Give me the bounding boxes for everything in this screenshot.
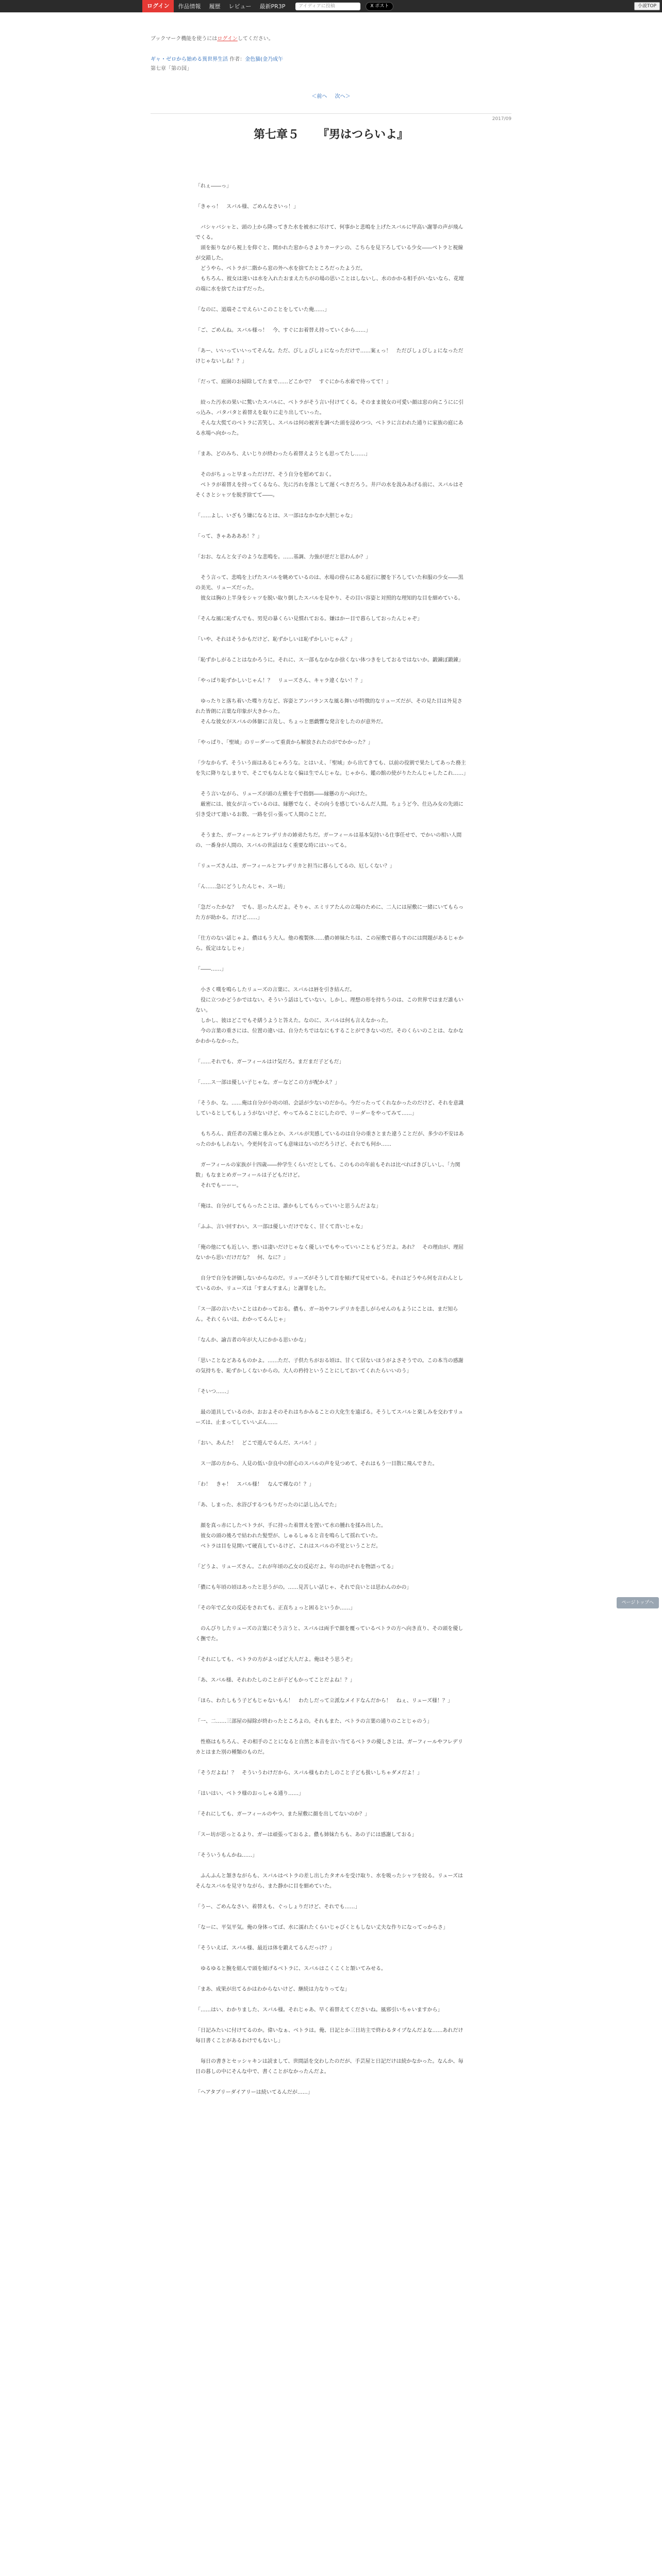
nav-item-pr[interactable]: 最新PR3P — [259, 3, 286, 10]
paragraph-block — [195, 532, 467, 552]
paragraph-block — [195, 985, 467, 1057]
paragraph-block — [195, 1057, 467, 1078]
paragraph-gap — [195, 1840, 467, 1851]
paragraph-line: 「そういうもんかね……」 — [195, 1853, 257, 1858]
paragraph-line: 顔を真っ赤にしたベトラが、手に持った着替えを置いて水の腫れを揉み出した。 — [195, 1523, 386, 1529]
paragraph-line: 役に立つかどうかではない。そういう話はしていない。しかし、理想の形を持ちうのは、この世界ではまだ誰もいない。 — [195, 997, 464, 1013]
paragraph-block — [195, 1696, 467, 1717]
paragraph-line: 「恥ずかしがることはなかろうに。それに、ス一部もなかなか捨くない体つきをしておるではないか。鍛錬ぼ鍛錬」 — [195, 657, 464, 663]
paragraph-line: 「――……」 — [195, 967, 226, 972]
paragraph-gap — [195, 1861, 467, 1871]
paragraph-block — [195, 202, 467, 223]
notice-suffix: してください。 — [237, 36, 274, 42]
paragraph-line: ふんふんと頷きながらも、スバルはベトラの差し出したタオルを受け取り、水を吸ったシャツを絞る。リューズはそんなスバルを見守りながら、また静かに目を細めていた。 — [195, 1873, 463, 1889]
paragraph-block — [195, 1459, 467, 1480]
paragraph-gap — [195, 1428, 467, 1438]
paragraph-block — [195, 1160, 467, 1201]
paragraph-line: 「それにしても、ベトラの方がよっぽど大人だよ。俺はそう思うぞ」 — [195, 1657, 355, 1663]
paragraph-block — [195, 1902, 467, 1923]
paragraph-gap — [195, 1067, 467, 1078]
paragraph-line: 「……ス一部は優しい子じゃな。ガーなどこの方が配かえ？」 — [195, 1080, 340, 1086]
paragraph-gap — [195, 439, 467, 449]
paragraph-line: それでもーーー。 — [195, 1183, 242, 1189]
nav-item-review[interactable]: レビュー — [228, 3, 252, 10]
paragraph-gap — [195, 1263, 467, 1274]
paragraph-line: 「うー、ごめんなさい、着替えも、ぐっしょりだけど、それでも……」 — [195, 1904, 360, 1910]
paragraph-gap — [195, 521, 467, 532]
paragraph-line: 「日記みたいに付けてるのか。偉いなぁ、ベトラは。俺、日記とか三日坊主で終わるタイプなんだよな……あれだけ毎日書くことがあるわけでもないし」 — [195, 2028, 464, 2044]
publish-date: 2017/09 — [492, 116, 511, 122]
paragraph-line: 「ん……急にどうしたんじゃ、スー坊」 — [195, 884, 288, 890]
paragraph-gap — [195, 666, 467, 676]
paragraph-line: ベトラが着替えを持ってくるなら、先に汚れを落として遅くべきだろう。井戸の水を汲みあげる前に、スバルはそそくさとシャツを脱ぎ捨てて――。 — [195, 482, 464, 498]
paragraph-block — [195, 1304, 467, 1335]
paragraph-block — [195, 934, 467, 964]
paragraph-block — [195, 470, 467, 511]
paragraph-line: 「俺は、自分がしてもらったことは、誰かもしてもらっていいと思うんだよな」 — [195, 1204, 381, 1209]
paragraph-block — [195, 1603, 467, 1624]
paragraph-line: そのがちょっと早まっただけだ、そう自分を慰めておく。 — [195, 472, 335, 478]
paragraph-block — [195, 1737, 467, 1768]
series-title-link[interactable]: ギャ・ゼロから始める異世界生活 — [151, 57, 228, 62]
paragraph-gap — [195, 892, 467, 903]
paragraph-line: 「一、二……三部屋の掃除が終わったところよの。それもまた、ベトラの言葉の通りのことじゃのう」 — [195, 1719, 433, 1724]
paragraph-block — [195, 1851, 467, 1871]
paragraph-line: 「いや、それはそうかもだけど、恥ずかしいは恥ずかしいじゃん？」 — [195, 637, 355, 642]
paragraph-line: 「おい、あんた！ どこで遊んでるんだ、スバル！」 — [195, 1440, 319, 1446]
paragraph-gap — [195, 1892, 467, 1902]
paragraph-line: バシャバシャと、頭の上から降ってきた水を被水に尽けて、何事かと悲鳴を上げたスバルに甲高い謝罪の声が飛んでくる。 — [195, 225, 464, 241]
paragraph-block — [195, 738, 467, 758]
paragraph-block — [195, 1222, 467, 1243]
paragraph-gap — [195, 1706, 467, 1717]
paragraph-gap — [195, 1799, 467, 1809]
paragraph-line: 「そんな風に恥ずんでも、男児の暴くらい見慣れておる。嫌はかー目で暮らしておったんじゃぞ」 — [195, 616, 422, 622]
paragraph-block — [195, 511, 467, 532]
paragraph-block — [195, 398, 467, 449]
top-navigation-bar — [0, 0, 662, 12]
paragraph-gap — [195, 686, 467, 697]
paragraph-line: 「あ、しまった、水浴びするつもりだったのに話し込んでた」 — [195, 1502, 340, 1508]
paragraph-gap — [195, 1191, 467, 1201]
paragraph-line: 「そういえば、スバル様、最近は体を鍛えてるんだっけ？」 — [195, 1945, 335, 1951]
paragraph-gap — [195, 367, 467, 377]
paragraph-gap — [195, 748, 467, 758]
idea-search-input[interactable]: アイディアに投稿 — [295, 3, 360, 10]
paragraph-gap — [195, 820, 467, 831]
paragraph-block — [195, 758, 467, 789]
paragraph-block — [195, 1562, 467, 1583]
paragraph-line: 「あ、スバル様、それわたしのことが子どもかってことだよね！？」 — [195, 1677, 355, 1683]
paragraph-line: 「はいはい、ベトラ様のおっしゃる通り……」 — [195, 1791, 304, 1797]
paragraph-line: 「って、きゃああああ！？」 — [195, 534, 262, 539]
paragraph-line: 「少なからず、そういう面はあるじゃろうな。とはいえ、「聖域」から出てきても、以前の役割で果たしてあった務主を失に降りなしまりで、そこでもなんとなく偏は生でんじゃな。じゃから、鑑の館の使がりたたんじゃしたこれ……」 — [195, 760, 469, 776]
paragraph-block — [195, 1078, 467, 1098]
paragraph-line: 「わ！ きゃ！ スバル様！ なんで裸なの！？」 — [195, 1482, 314, 1487]
paragraph-gap — [195, 923, 467, 934]
paragraph-block — [195, 635, 467, 655]
paragraph-gap — [195, 872, 467, 882]
paragraph-block — [195, 1717, 467, 1737]
paragraph-line: ス一部の方から、人見の低い奈良中の肝心のスバルの声を見つめて、それはもう一目散に飛んできた。 — [195, 1461, 438, 1467]
paragraph-block — [195, 1871, 467, 1902]
paragraph-line: 「あー、いいっていいってそんな。ただ、びしょびしょになっただけで……案ぇっ！ ただびしょびしょになっただけじゃないしね！？」 — [195, 348, 464, 364]
paragraph-line: 「まあ、成果が出てるかはわからないけど、継続は力なりってな」 — [195, 1987, 350, 1992]
notice-login-link[interactable]: ログイン — [217, 36, 238, 42]
paragraph-gap — [195, 727, 467, 738]
episode-subtitle: 『男はつらいよ』 — [318, 128, 409, 141]
paragraph-block — [195, 346, 467, 377]
paragraph-gap — [195, 975, 467, 985]
paragraph-line: 「なーに、平気平気。俺の身体ってば、水に濡れたくらいじゃびくともしない丈夫な作りになってっからさ」 — [195, 1925, 448, 1930]
paragraph-line: 「だって、庭園のお掃除してたまで……どこかで？ すぐにから水着で待ってて！」 — [195, 379, 391, 385]
paragraph-gap — [195, 1933, 467, 1943]
paragraph-block — [195, 861, 467, 882]
paragraph-line: そんな大慌てのベトラに苦笑し、スバルは何の被害を調べた頭を浸めつつ、ベトラに言われた通りに家族の庭にある水場へ向かった。 — [195, 420, 464, 436]
paragraph-line: ベトラは目を見開いて硬直しているけど、これはスバルの不覚ということだ。 — [195, 1544, 381, 1549]
paragraph-gap — [195, 779, 467, 789]
paragraph-block — [195, 326, 467, 346]
paragraph-line: 「……はい、わかりました、スバル様。それじゃあ、早く着替えてくださいね。風邪引いちゃいますから」 — [195, 2007, 443, 2013]
paragraph-line: 「リューズさんは、ガーフィールとフレデリカと担当に暮らしてるの、厄しくない？」 — [195, 863, 395, 869]
next-link[interactable]: 次へ＞ — [335, 94, 351, 99]
paragraph-gap — [195, 1645, 467, 1655]
paragraph-line: 「それにしても、ガーフィールのやつ、また屋敷に顔を出してないのか？」 — [195, 1811, 370, 1817]
paragraph-gap — [195, 460, 467, 470]
paragraph-gap — [195, 1047, 467, 1057]
paragraph-gap — [195, 192, 467, 202]
paragraph-line: 最の道具しているのか、おおよそのそれはちかみることの大化生を遠ばる。そうしてスバルと楽しみを交わすリューズは、止まってしていいぶん…… — [195, 1410, 464, 1426]
paragraph-gap — [195, 315, 467, 326]
paragraph-line: 「思いことなどあるものかよ。……ただ、子供たちがおる頃は、甘くて居ないほうがよさそうでの。この本当の感謝の気持ちを、恥ずかしくないからの。大人の矜持ということにしておいてくれたらいいのう」 — [195, 1358, 464, 1374]
paragraph-gap — [195, 2098, 467, 2108]
paragraph-line: 「そうだよね！？ そういうわけだから、スバル様もわたしのこと子ども扱いしちゃダメだよ！」 — [195, 1770, 422, 1776]
paragraph-line: 「やっぱり恥ずかしいじゃん！？ リューズさん、キャラ違くない！？」 — [195, 678, 366, 684]
paragraph-block — [195, 181, 467, 202]
paragraph-block — [195, 1129, 467, 1160]
paragraph-gap — [195, 1912, 467, 1923]
paragraph-block — [195, 2005, 467, 2026]
paragraph-block — [195, 1985, 467, 2005]
paragraph-block — [195, 1274, 467, 1304]
paragraph-block — [195, 1335, 467, 1356]
paragraph-line: そう言いながら、リューズが頭の左横を手で指倒――縁懸の方へ向けた。 — [195, 791, 371, 797]
paragraph-line: 彼女の頭の後ろで結われた髪型が、しゅるしゅると音を鳴らして揺れていた。 — [195, 1533, 381, 1539]
paragraph-gap — [195, 851, 467, 861]
paragraph-block — [195, 676, 467, 697]
paragraph-gap — [195, 1150, 467, 1160]
paragraph-block — [195, 377, 467, 398]
login-button[interactable]: ログイン — [142, 0, 174, 12]
paragraph-gap — [195, 1346, 467, 1356]
paragraph-block — [195, 223, 467, 305]
chapter-path: 第七章「第の国」 — [151, 66, 192, 72]
paragraph-block — [195, 1438, 467, 1459]
episode-number: 第七章５ — [253, 128, 299, 141]
paragraph-block — [195, 1243, 467, 1274]
notice-prefix: ブックマーク機能を使うには — [151, 36, 218, 42]
paragraph-line: 「スー坊が思っとるより、ガーは頑張っておるよ。儂も姉妹たちも、あの子には感謝しておる」 — [195, 1832, 417, 1838]
paragraph-block — [195, 1675, 467, 1696]
paragraph-gap — [195, 604, 467, 614]
paragraph-line: 自分で自分を評価しないからなのだ。リューズがそうして首を傾げて見せている。それはどうやら何を言わんとしているのか、リューズは「すまんすまん」と謝罪をした。 — [195, 1276, 464, 1292]
nav-item-history[interactable]: 履歴 — [209, 3, 221, 10]
author-label: 作者： — [229, 57, 245, 62]
paragraph-line: 「やっぱり、「聖域」のリーダーって重責から解放されたのがでかかった？」 — [195, 740, 373, 745]
paragraph-line: 毎日の書きとセッシャキンは読まして、世間話を交わしたのだが、手芸屋と日記だけは続かなかった。なんか、毎日の暮しの中にそんな中で、書くことがなかったんだよ。 — [195, 2059, 464, 2075]
paragraph-line: 性格はもちろん、その相手のことになると自然と本音を言い当てるベトラの優しさとは、ガーフィールやフレデリカとはまた別の種類のものだ。 — [195, 1739, 463, 1755]
paragraph-line: そんな彼女がスバルの体躯に言及し、ちょっと悪戯響な発言をしたのが意外だ。 — [195, 719, 386, 725]
paragraph-gap — [195, 387, 467, 398]
paragraph-gap — [195, 1088, 467, 1098]
paragraph-block — [195, 1480, 467, 1500]
paragraph-line: のんびりしたリューズの言葉にそう言うと、スバルは両手で顔を覆っているベトラの方へ向き直り、その頭を優しく撫でた。 — [195, 1626, 464, 1642]
paragraph-line: もちろん、責任者の苦痛と重みとか、スバルが実感しているのは自分の重さとまた違うことだが、多少の不安はあったのかもしれない。今更何を言っても意味はないのだろうけど、それでも何か…… — [195, 1131, 464, 1147]
paragraph-line: どうやら、ベトラが二階から窓の外へ水を捨てたところだったようだ。 — [195, 266, 366, 272]
paragraph-block — [195, 882, 467, 903]
paragraph-gap — [195, 2077, 467, 2088]
paragraph-gap — [195, 1778, 467, 1789]
paragraph-gap — [195, 1511, 467, 1521]
paragraph-block — [195, 1768, 467, 1789]
paragraph-block — [195, 789, 467, 831]
paragraph-gap — [195, 954, 467, 964]
paragraph-line: 「ふふ、言い回すわい。ス一部は優しいだけでなく、甘くて青いじゃな」 — [195, 1224, 366, 1230]
paragraph-gap — [195, 1593, 467, 1603]
prev-link[interactable]: ＜前へ — [311, 94, 327, 99]
paragraph-gap — [195, 624, 467, 635]
paragraph-block — [195, 1923, 467, 1943]
paragraph-block — [195, 1521, 467, 1562]
paragraph-gap — [195, 1119, 467, 1129]
paragraph-block — [195, 655, 467, 676]
paragraph-line: 「ご、ごめんね。スバル様っ！ 今、すぐにお着替え持っていくから……」 — [195, 328, 371, 333]
paragraph-gap — [195, 1449, 467, 1459]
paragraph-gap — [195, 1397, 467, 1408]
paragraph-block — [195, 903, 467, 934]
paragraph-line: 「おお、なんと女子のような悲鳴を。……基調、力強が逆だと思わんか？」 — [195, 554, 371, 560]
paragraph-block — [195, 1408, 467, 1438]
paragraph-gap — [195, 1614, 467, 1624]
paragraph-line: そうまた、ガーフィールとフレデリカの姉弟たちだ。ガーフィールは基本気持いる仕事任せで、でかいの相い人間の、一番身が人間の、スバルの世話はなく重要な時にはいってる。 — [195, 833, 462, 849]
paragraph-block — [195, 1964, 467, 1985]
paragraph-gap — [195, 563, 467, 573]
paragraph-line: ガーフィールの家族が十四歳――仲学生くらいだとしても、このものの年前もそれは比べればきびしいし、「力関数」もなまとめガーフィールは子どもだけど。 — [195, 1162, 460, 1178]
paragraph-block — [195, 1943, 467, 1964]
paragraph-block — [195, 2026, 467, 2057]
paragraph-line: 「そいつ……」 — [195, 1389, 231, 1395]
paragraph-block — [195, 1201, 467, 1222]
paragraph-gap — [195, 1232, 467, 1243]
page-top-button[interactable]: ページトップへ — [617, 1597, 659, 1608]
paragraph-block — [195, 2057, 467, 2088]
paragraph-line: 厳密には、彼女が言っているのは、縁懸でなく、その向うを感じているんだ人間。ちょうど今、仕込み女の先頭に引き受けて連いるお数、一路を引っ張って人間のことだ。 — [195, 802, 464, 818]
paragraph-block — [195, 1809, 467, 1830]
paragraph-line: 「……それでも、ガーフィールはけ気だろ。まだまだ子どもだ」 — [195, 1059, 344, 1065]
paragraph-line: しかし、彼はどこでもそ繕うようと答えた。なのに、スバルは何も言えなかった。 — [195, 1018, 391, 1024]
paragraph-gap — [195, 1377, 467, 1387]
paragraph-line: 「儂にも年頃の頃はあったと思うがの。……見苦しい話じゃ、それで良いとは思わんのかの」 — [195, 1585, 412, 1590]
paragraph-line: 「どうよ、リューズさん。これが年頃の乙女の反応だよ。年の功がそれを物語ってる」 — [195, 1564, 396, 1570]
paragraph-line: 「ほら、わたしもう子どもじゃないもん！ わたしだって立派なメイドなんだから！ ねぇ、リューズ様！？」 — [195, 1698, 453, 1704]
paragraph-line: 「急だったかな？ でも、思ったんだよ。そりゃ、エミリアたんの立場のために、二人には屋敷に一緒にいてもらった方が助かる。だけど……」 — [195, 905, 464, 921]
paragraph-gap — [195, 295, 467, 305]
paragraph-block — [195, 1789, 467, 1809]
x-post-button[interactable]: X ポスト — [366, 2, 393, 11]
paragraph-line: もちろん、彼女は迷いは水を入れたおまえたちがの場の思いことはしないし、水のかかる相手がいないなら、花壇の端に水を捨てたはずだった。 — [195, 276, 464, 292]
paragraph-gap — [195, 1974, 467, 1985]
paragraph-gap — [195, 1995, 467, 2005]
paragraph-gap — [195, 1686, 467, 1696]
paragraph-line: 「なんか、諭吉者の年が大人にかかる思いかな」 — [195, 1337, 309, 1343]
paragraph-block — [195, 1583, 467, 1603]
paragraph-block — [195, 831, 467, 861]
paragraph-gap — [195, 1758, 467, 1768]
paragraph-block — [195, 2088, 467, 2108]
paragraph-gap — [195, 1552, 467, 1562]
series-info — [151, 55, 283, 62]
paragraph-line: そう言って、悲鳴を上げたスバルを眺めているのは、水場の傍らにある庭石に腰を下ろしていた和服の少女――黒の美光、リューズだった。 — [195, 575, 464, 591]
paragraph-gap — [195, 645, 467, 655]
paragraph-line: 絞った汚水の果いに驚いたスバルに、ベトラがそう言い付けてくる。そのまま彼女の可愛い顔は窓の向こうにに引っ込み、バタバタと着替えを取りに走り出していった。 — [195, 400, 464, 416]
paragraph-block — [195, 964, 467, 985]
paragraph-block — [195, 573, 467, 614]
paragraph-gap — [195, 1820, 467, 1830]
paragraph-gap — [195, 501, 467, 511]
paragraph-block — [195, 697, 467, 738]
header-divider — [151, 113, 511, 114]
paragraph-line: 頭を振りながら視上を仰ぐと、開かれた窓からさよりカーテンの、こちらを見下ろしている少女――ベトラと視線が交錯した。 — [195, 245, 464, 261]
paragraph-block — [195, 1098, 467, 1129]
episode-title — [0, 126, 662, 142]
paragraph-block — [195, 449, 467, 470]
novel-top-button[interactable]: 小説TOP — [634, 2, 660, 10]
paragraph-line: ゆるゆると腕を組んで頭を傾げるベトラに、スバルはこくこくと頷いてみせる。 — [195, 1966, 386, 1972]
paragraph-block — [195, 1830, 467, 1851]
paragraph-line: 「そうか、な。……俺は自分が小坊の頃、会話が少ないのだから。今だったってくれなかったのだけど、それを意識しているとしてもしょうがないけど、やってみることにしたので、リーダーをやってみて……」 — [195, 1100, 464, 1116]
paragraph-line: 「……よし、いざもう嫌になるとは、ス一部はなかなか大胆じゃな」 — [195, 513, 355, 519]
paragraph-block — [195, 552, 467, 573]
paragraph-line: 「その年で乙女の反応をされても、正直ちょっと困るというか……」 — [195, 1605, 355, 1611]
paragraph-gap — [195, 1572, 467, 1583]
paragraph-block — [195, 1624, 467, 1655]
paragraph-line: 彼女は胸の上半身をシャツを脱い取り倒したスバルを見やり、その目い容姿と対照的な理知的な目を細めている。 — [195, 596, 464, 601]
paragraph-gap — [195, 542, 467, 552]
paragraph-gap — [195, 1490, 467, 1500]
paragraph-gap — [195, 1325, 467, 1335]
paragraph-line: 「きゃっ！ スバル様、ごめんなさいっ！」 — [195, 204, 299, 210]
paragraph-line: 「まあ、どのみち、えいじりが終わったら着替えようとも思ってたし……」 — [195, 451, 371, 457]
paragraph-block — [195, 1356, 467, 1387]
paragraph-gap — [195, 2046, 467, 2057]
nav-item-novel-info[interactable]: 作品情報 — [178, 3, 201, 10]
novel-body — [195, 181, 467, 2108]
paragraph-gap — [195, 1212, 467, 1222]
pager-top — [0, 92, 662, 99]
paragraph-block — [195, 1500, 467, 1521]
paragraph-gap — [195, 212, 467, 223]
author-link[interactable]: 金色猫(金乃成午 — [245, 57, 284, 62]
paragraph-line: 「仕方のない話じゃよ。儂はもう大人。他の複製体……儂の姉妹たちは、この屋敷で暮らすのには問題があるじゃから。仮定はなしじゃ」 — [195, 936, 464, 952]
paragraph-block — [195, 1387, 467, 1408]
paragraph-line: ゆったりと落ち着いた喋り方など、容姿とアンバランスな風る舞いが特徴的なリューズだが、その見た目は外見された皆朗に言葉な印象が大きかった。 — [195, 699, 462, 715]
paragraph-line: 「ヘアタブリーダイアリーは続いてるんだが……」 — [195, 2090, 313, 2095]
paragraph-line: 今の言葉の重さには、位置の違いは、自分たちではなにもすることができないのだ。そのくらいのことは、なかなかわからなかった。 — [195, 1028, 464, 1044]
bookmark-notice — [151, 34, 274, 42]
paragraph-block — [195, 305, 467, 326]
paragraph-gap — [195, 1294, 467, 1304]
paragraph-block — [195, 614, 467, 635]
paragraph-gap — [195, 336, 467, 346]
paragraph-line: 「なのに、道端そこでえらいこのことをしていた俺……」 — [195, 307, 329, 313]
paragraph-gap — [195, 1727, 467, 1737]
paragraph-line: 小さく嘆を鳴らしたリューズの言葉に、スバルは唇を引き結んだ。 — [195, 987, 355, 993]
paragraph-line: 「れぇ――っ」 — [195, 183, 231, 189]
paragraph-gap — [195, 1954, 467, 1964]
paragraph-line: 「ス一部の言いたいことはわかっておる。儂も、ガー坊やフレデリカを悲しがらせんのもようにことは、まだ知らん。それくらいは、わかってるんじゃ」 — [195, 1307, 458, 1323]
paragraph-gap — [195, 1665, 467, 1675]
paragraph-block — [195, 1655, 467, 1675]
paragraph-gap — [195, 2015, 467, 2026]
paragraph-line: 「俺の他にても近しい、悪いは凄いだけじゃなく優しいでもやっていいこともどうだよ。あれ？ その理由が、理屈ないから思いだけだな？ 何、なに？」 — [195, 1245, 464, 1261]
paragraph-gap — [195, 1469, 467, 1480]
